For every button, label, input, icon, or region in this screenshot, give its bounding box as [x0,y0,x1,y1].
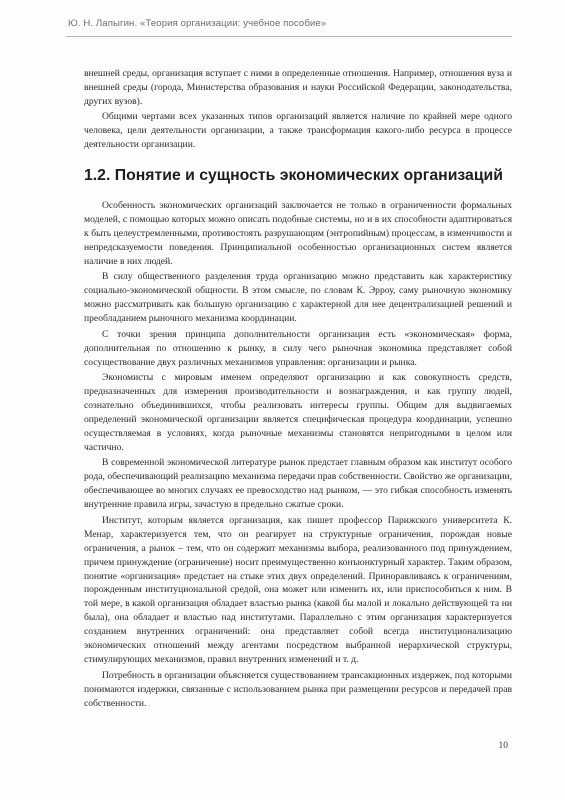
body-paragraph: В современной экономической литературе рынок предстает главным образом как институт особого рода, обеспечивающий реализацию механизма передачи прав собственности. Свойство же организации, обеспечивающее во многих случаях ее превосходство над рынком, — это гибкая способность изменять внутренние правила игры, зачастую в предельно сжатые сроки. [84,457,512,511]
running-header: Ю. Н. Лапыгин. «Теория организации: учебное пособие» [68,18,327,29]
body-paragraph: Потребность в организации объясняется существованием трансакционных издержек, под которыми понимаются издержки, связанные с использованием рынка при размещении ресурсов и передачей прав собственности. [84,669,512,709]
page-body [84,67,512,711]
section-heading: 1.2. Понятие и сущность экономических организаций [84,167,503,185]
body-paragraph: Особенность экономических организаций заключается не только в ограниченности формальных моделей, с помощью которых можно описать подобные системы, но и в их способности адаптироваться к быть целеустремленными, противостоять разрушающим (энтропийным) процессам, в изменчивости и непредсказуемости поведения. Принципиальной особенностью организационных систем является наличие в них людей. [84,200,512,268]
body-paragraph: Общими чертами всех указанных типов организаций является наличие по крайней мере одного человека, цели деятельности организации, а также трансформация какого-либо ресурса в процессе деятельности организации. [84,111,512,151]
body-paragraph: С точки зрения принципа дополнительности организация есть «экономическая» форма, дополнительная по отношению к рынку, в силу чего рыночная экономика представляет собой сосуществование двух различных механизмов управления: организации и рынка. [84,328,512,368]
header-divider [66,36,512,37]
page-number: 10 [498,741,508,751]
body-paragraph: Экономисты с мировым именем определяют организацию и как совокупность средств, предназначенных для измерения производительности и вознаграждения, и как группу людей, сознательно объединившихся, чтобы реализовать интересы группы. Общим для выдвигаемых определений экономической организации является специфическая процедура координации, успешно осуществляемая в условиях, когда рыночные механизмы становятся непригодными в целом или частично. [84,372,512,453]
body-paragraph: Институт, которым является организация, как пишет профессор Парижского университета К. Менар, характеризуется тем, что он реагирует на структурные ограничения, порождая новые ограничения, а рынок – тем, что он содержит механизмы выбора, реализованного под принуждением, причем принуждение (ограничение) носит преимущественно конъюнктурный характер. Таким образом, понятие «организация» предстает на стыке этих двух определений. Приноравливаясь к ограничениям, порожденным институциональной средой, она может или изменить их, или приспособиться к ним. В той мере, в какой организация обладает властью рынка (какой бы малой и локально действующей та ни была), она обладает и властью над институтами. Параллельно с этим организация характеризуется созданием внутренних ограничений: она представляет собой всегда институционализацию экономических отношений между агентами посредством выбранной иерархической структуры, стимулирующих механизмов, правил внутренних изменений и т. д. [84,514,512,666]
body-paragraph: В силу общественного разделения труда организацию можно представить как характеристику социально-экономической общности. В этом смысле, по словам К. Эрроу, саму рыночную экономику можно рассматривать как большую организацию с характерной для нее децентрализацией решений и преобладанием рыночного механизма координации. [84,271,512,325]
body-paragraph: внешней среды, организация вступает с ними в определенные отношения. Например, отношения вуза и внешней среды (города, Министерства образования и науки Российской Федерации, законодательства, других вузов). [84,68,512,107]
